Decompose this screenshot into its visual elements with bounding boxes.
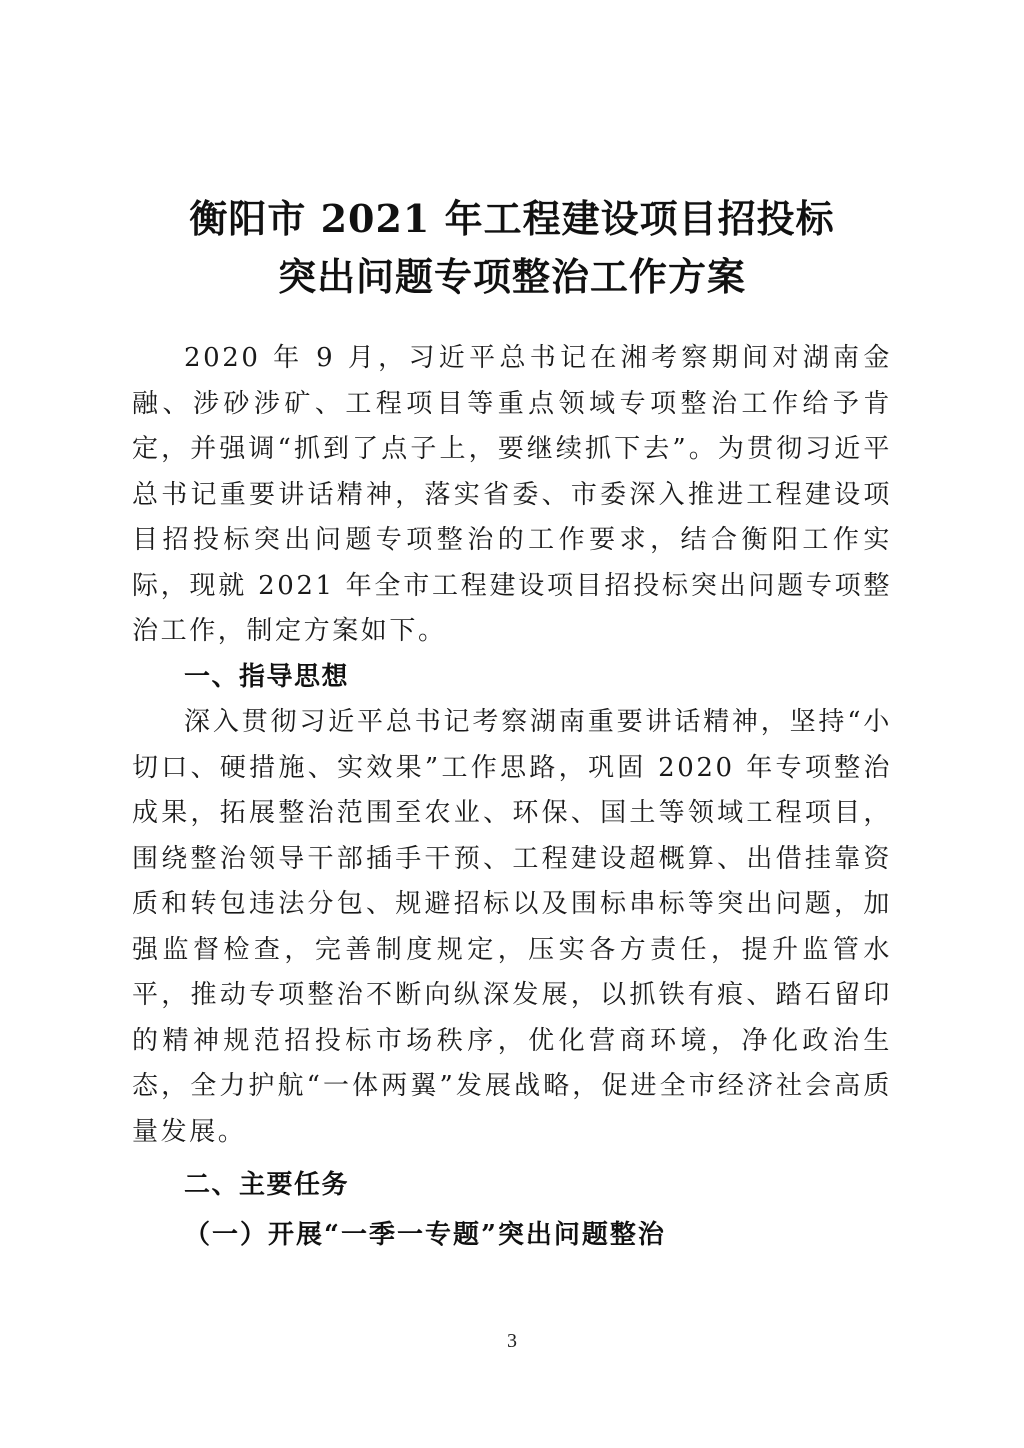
section-2-heading: 二、主要任务 xyxy=(184,1170,350,1200)
intro-paragraph: 2020 年 9 月，习近平总书记在湘考察期间对湖南金融、涉砂涉矿、工程项目等重点领域专项整治工作给予肯定，并强调“抓到了点子上，要继续抓下去”。为贯彻习近平总书记重要讲话精神，落实省委、市委深入推进工程建设项目招投标突出问题专项整治的工作要求，结合衡阳工作实际，现就 2021 年全市工程建设项目招投标突出问题专项整治工作，制定方案如下。 xyxy=(132,343,892,646)
section-1-paragraph: 深入贯彻习近平总书记考察湖南重要讲话精神，坚持“小切口、硬措施、实效果”工作思路，巩固 2020 年专项整治成果，拓展整治范围至农业、环保、国土等领域工程项目，围绕整治领导干部插手干预、工程建设超概算、出借挂靠资质和转包违法分包、规避招标以及围标串标等突出问题，加强监督检查，完善制度规定，压实各方责任，提升监管水平，推动专项整治不断向纵深发展，以抓铁有痕、踏石留印的精神规范招投标市场秩序，优化营商环境，净化政治生态，全力护航“一体两翼”发展战略，促进全市经济社会高质量发展。 xyxy=(132,707,892,1147)
page-number: 3 xyxy=(507,1330,517,1352)
section-2-subheading-1: （一）开展“一季一专题”突出问题整治 xyxy=(184,1219,666,1250)
document-body xyxy=(132,336,892,1258)
title-line-2: 突出问题专项整治工作方案 xyxy=(277,254,746,299)
section-1-heading: 一、指导思想 xyxy=(184,661,350,692)
title-line-1: 衡阳市 2021 年工程建设项目招投标 xyxy=(189,196,835,241)
document-title xyxy=(0,190,1024,306)
